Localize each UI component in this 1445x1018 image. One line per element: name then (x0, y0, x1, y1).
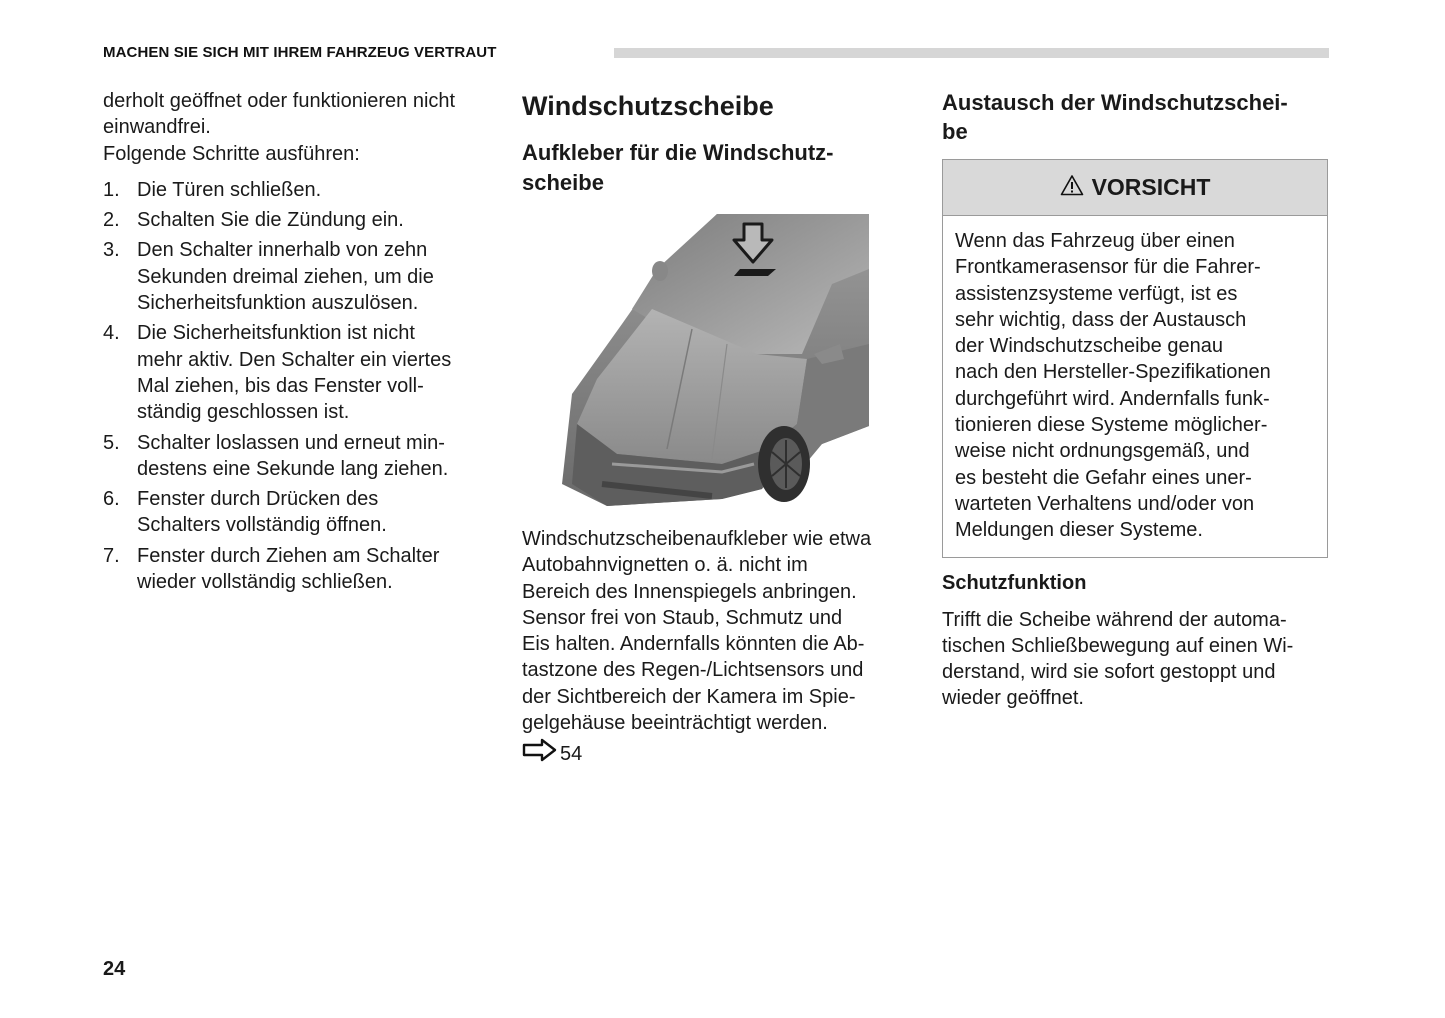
step-text: Den Schalter innerhalb von zehn Sekunden dreimal ziehen, um die Sicherheitsfunktion auszulösen. (137, 239, 434, 315)
page-reference[interactable] (522, 738, 917, 769)
step-number: 5. (103, 431, 120, 454)
intro-paragraph (103, 88, 498, 167)
caution-label: VORSICHT (1091, 174, 1211, 201)
step-text: Schalter loslassen und erneut min- destens eine Sekunde lang ziehen. (137, 431, 449, 480)
step-number: 7. (103, 544, 120, 567)
step-item (103, 543, 498, 596)
step-number: 4. (103, 322, 120, 345)
intro-line: einwandfrei. (103, 116, 211, 139)
header-rule (614, 48, 1329, 58)
step-number: 2. (103, 209, 120, 232)
column-1 (103, 88, 498, 599)
step-text: Die Sicherheitsfunktion ist nicht mehr aktiv. Den Schalter ein viertes Mal ziehen, bis das Fenster voll- ständig geschlossen ist. (137, 322, 452, 424)
step-item (103, 430, 498, 483)
step-item (103, 320, 498, 425)
page-number: 24 (103, 958, 126, 980)
caution-text: Wenn das Fahrzeug über einen Frontkamerasensor für die Fahrer- assistenzsysteme verfügt, ist es sehr wichtig, dass der Austausch der Windschutzscheibe genau nach den Hersteller-Spezifikationen durchgeführt wird. Andernfalls funk- tionieren diese Systeme möglicher- weise nicht ordnungsgemäß, und es besteht die Gefahr eines uner- warteten Verhaltens und/oder von Meldungen dieser Systeme. (955, 230, 1271, 542)
step-text: Fenster durch Ziehen am Schalter wieder vollständig schließen. (137, 544, 440, 594)
arrow-right-icon (522, 738, 558, 769)
subsection-title: Aufkleber für die Windschutz- scheibe (522, 140, 834, 195)
step-number: 3. (103, 239, 120, 262)
intro-line: Folgende Schritte ausführen: (103, 142, 360, 165)
step-item (103, 177, 498, 203)
column-2 (522, 88, 917, 770)
intro-line: derholt geöffnet oder funktionieren nicht (103, 90, 456, 112)
warning-triangle-icon (1060, 174, 1084, 201)
steps-list (103, 177, 498, 595)
column-3 (942, 88, 1330, 712)
step-text: Schalten Sie die Zündung ein. (137, 209, 404, 232)
caution-header (943, 160, 1327, 216)
caution-box (942, 159, 1328, 558)
step-item (103, 207, 498, 233)
step-number: 6. (103, 488, 120, 511)
section-title: Windschutzscheibe (522, 91, 774, 121)
step-text: Fenster durch Drücken des Schalters vollständig öffnen. (137, 488, 387, 537)
page-header-title: MACHEN SIE SICH MIT IHREM FAHRZEUG VERTRAUT (103, 44, 497, 61)
car-windshield-illustration (522, 214, 869, 506)
step-item (103, 237, 498, 316)
step-item (103, 486, 498, 539)
step-number: 1. (103, 178, 120, 201)
page-reference-number: 54 (560, 742, 583, 765)
step-text: Die Türen schließen. (137, 178, 322, 201)
protection-function-title: Schutzfunktion (942, 571, 1087, 594)
protection-function-paragraph: Trifft die Scheibe während der automa- tischen Schließbewegung auf einen Wi- derstand, wird sie sofort gestoppt und wieder geöffnet. (942, 608, 1294, 710)
windshield-replacement-title: Austausch der Windschutzschei- be (942, 90, 1288, 144)
sticker-paragraph: Windschutzscheibenaufkleber wie etwa Autobahnvignetten o. ä. nicht im Bereich des Innenspiegels anbringen. Sensor frei von Staub, Schmutz und Eis halten. Andernfalls könnten die Ab- tastzone des Regen-/Lichtsensors und der Sichtbereich der Kamera im Spie- gelgehäuse beeinträchtigt werden. (522, 528, 872, 735)
